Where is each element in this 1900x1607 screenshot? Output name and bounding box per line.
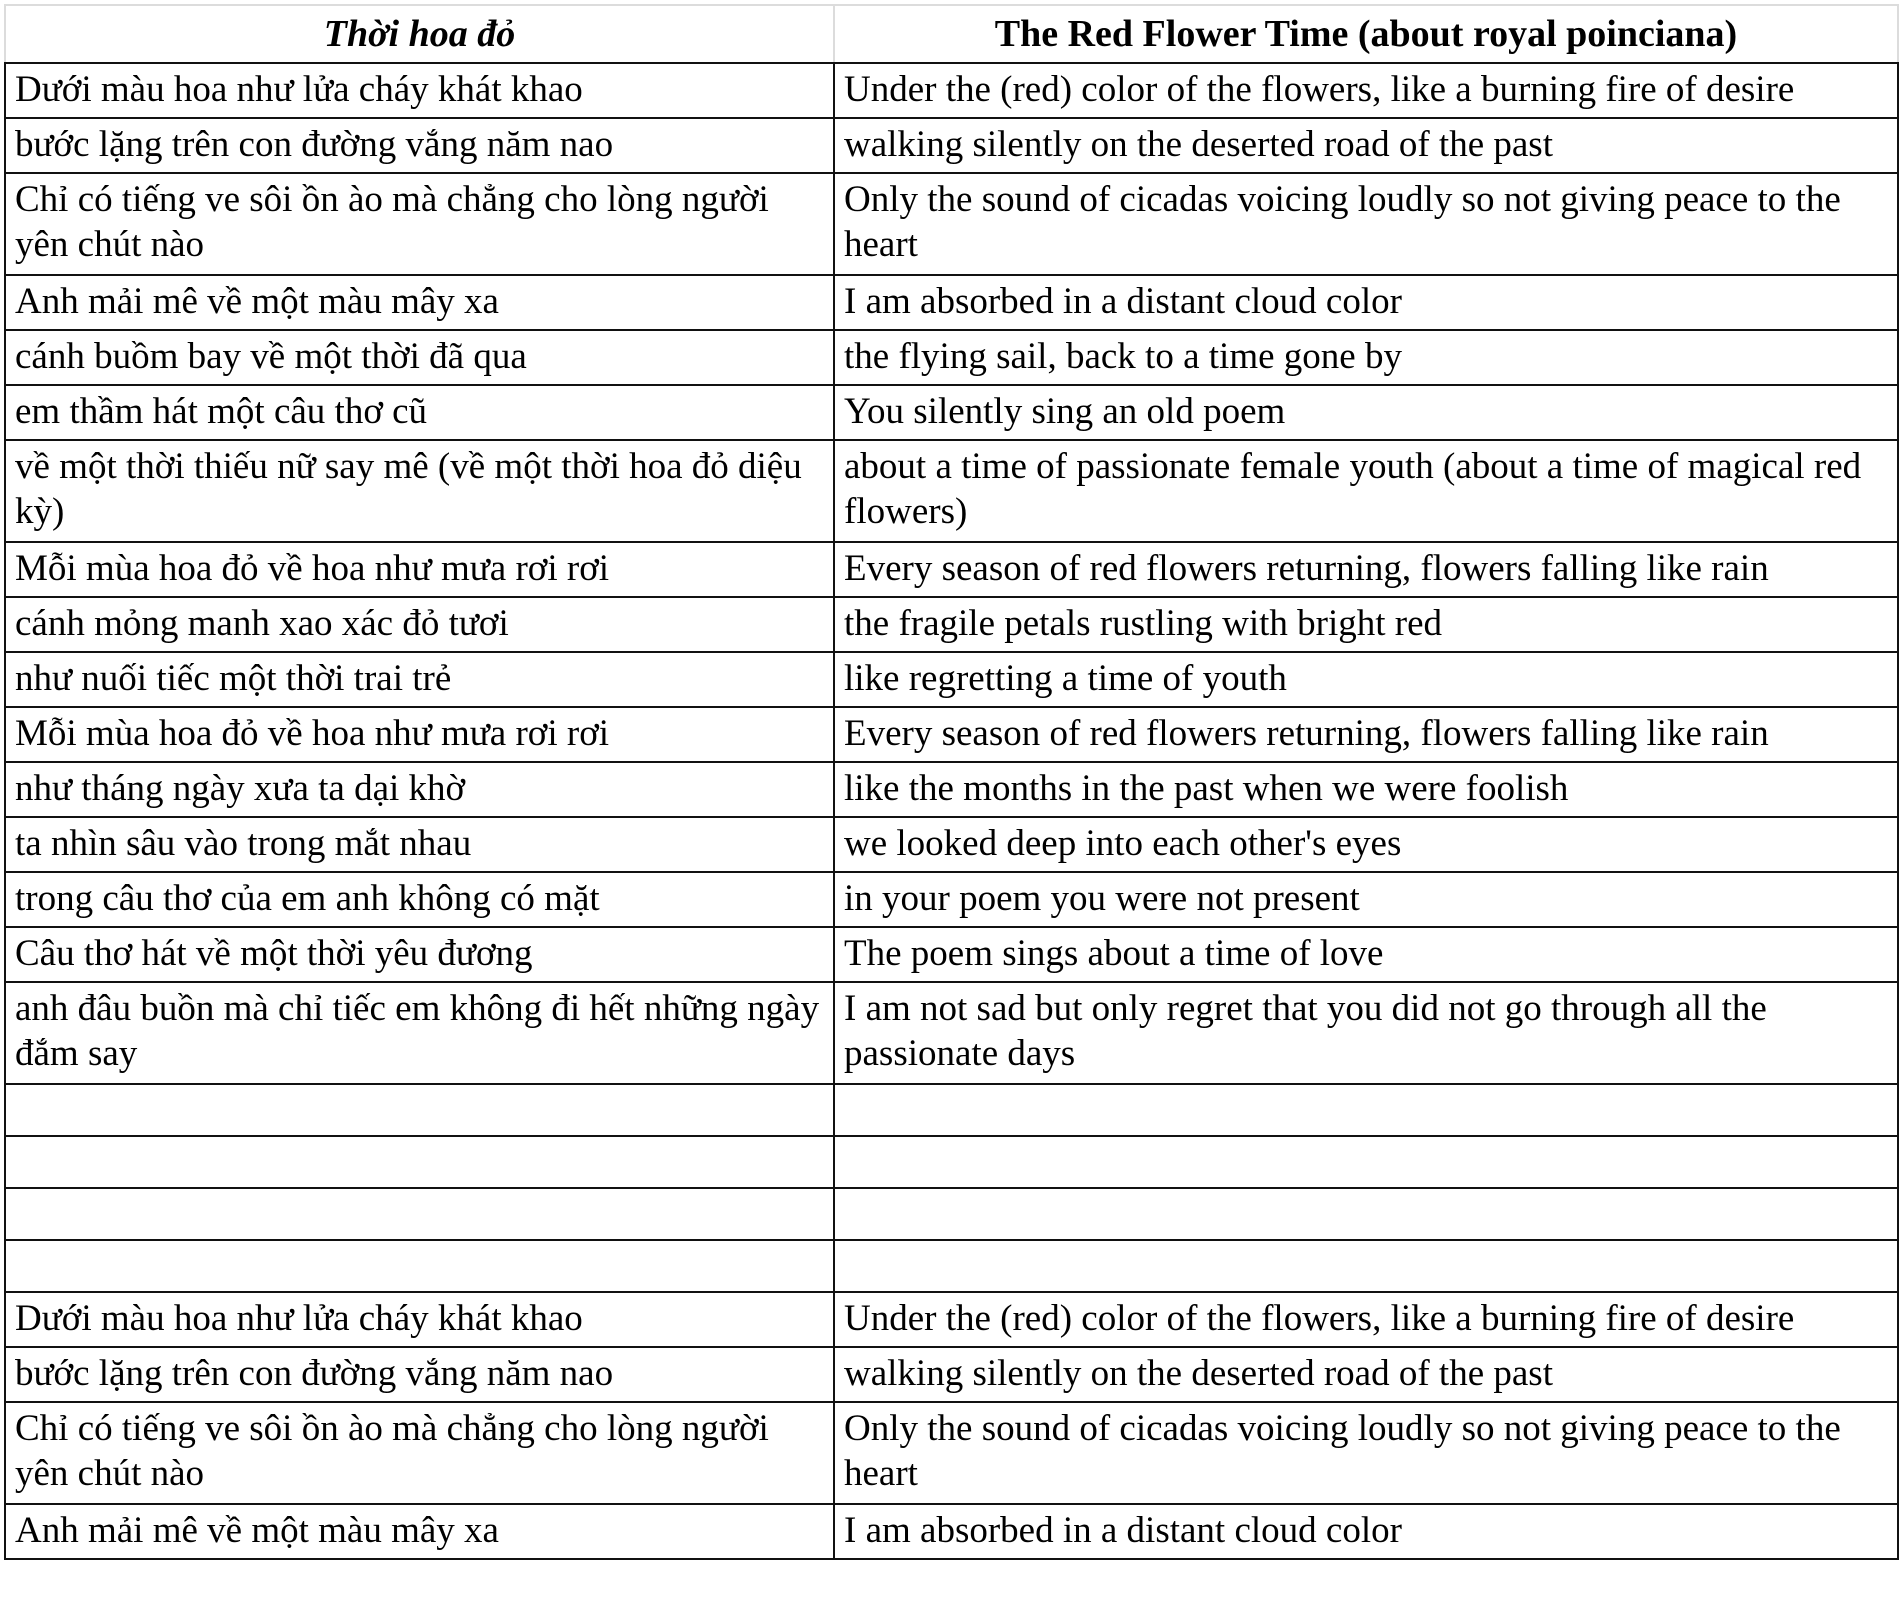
vietnamese-line-text: về một thời thiếu nữ say mê (về một thời hoa đỏ diệu kỳ) xyxy=(15,446,802,532)
cell-english[interactable] xyxy=(834,1292,1898,1347)
english-line-text: we looked deep into each other's eyes xyxy=(844,823,1402,864)
english-line-text: the flying sail, back to a time gone by xyxy=(844,336,1402,377)
table-row xyxy=(5,1347,1898,1402)
table-row xyxy=(5,440,1898,542)
vietnamese-line-text: như nuối tiếc một thời trai trẻ xyxy=(15,658,452,699)
cell-english[interactable] xyxy=(834,1240,1898,1292)
empty-row xyxy=(5,1084,1898,1136)
table-row xyxy=(5,1504,1898,1559)
english-line-text: about a time of passionate female youth (about a time of magical red flowers) xyxy=(844,446,1862,532)
cell-english[interactable] xyxy=(834,597,1898,652)
cell-english[interactable] xyxy=(834,707,1898,762)
cell-english[interactable] xyxy=(834,872,1898,927)
cell-english[interactable] xyxy=(834,1136,1898,1188)
table-row xyxy=(5,982,1898,1084)
vietnamese-line-text: Chỉ có tiếng ve sôi ồn ào mà chẳng cho lòng người yên chút nào xyxy=(15,179,769,265)
vietnamese-line-text: trong câu thơ của em anh không có mặt xyxy=(15,878,600,919)
cell-vietnamese[interactable] xyxy=(5,542,834,597)
cell-vietnamese[interactable] xyxy=(5,173,834,275)
empty-row xyxy=(5,1240,1898,1292)
table-row xyxy=(5,707,1898,762)
vietnamese-line-text: như tháng ngày xưa ta dại khờ xyxy=(15,768,466,809)
table-row xyxy=(5,762,1898,817)
cell-english[interactable] xyxy=(834,275,1898,330)
english-line-text: I am absorbed in a distant cloud color xyxy=(844,281,1402,322)
cell-english[interactable] xyxy=(834,385,1898,440)
vietnamese-line-text: Dưới màu hoa như lửa cháy khát khao xyxy=(15,1298,583,1339)
cell-vietnamese[interactable] xyxy=(5,275,834,330)
vietnamese-line-text: Dưới màu hoa như lửa cháy khát khao xyxy=(15,69,583,110)
cell-vietnamese[interactable] xyxy=(5,927,834,982)
english-line-text: walking silently on the deserted road of the past xyxy=(844,1353,1553,1394)
english-line-text: I am not sad but only regret that you did not go through all the passionate days xyxy=(844,988,1767,1074)
cell-english[interactable] xyxy=(834,1084,1898,1136)
cell-vietnamese[interactable] xyxy=(5,1402,834,1504)
cell-vietnamese[interactable] xyxy=(5,1240,834,1292)
english-line-text: Under the (red) color of the flowers, like a burning fire of desire xyxy=(844,69,1795,110)
table-row xyxy=(5,817,1898,872)
cell-english[interactable] xyxy=(834,927,1898,982)
table-row xyxy=(5,597,1898,652)
vietnamese-line-text: bước lặng trên con đường vắng năm nao xyxy=(15,124,614,165)
cell-vietnamese[interactable] xyxy=(5,652,834,707)
header-row xyxy=(5,5,1898,63)
empty-row xyxy=(5,1136,1898,1188)
cell-vietnamese[interactable] xyxy=(5,1084,834,1136)
table-row xyxy=(5,118,1898,173)
cell-vietnamese[interactable] xyxy=(5,597,834,652)
cell-english[interactable] xyxy=(834,542,1898,597)
cell-vietnamese[interactable] xyxy=(5,817,834,872)
cell-english[interactable] xyxy=(834,1402,1898,1504)
vietnamese-line-text: Câu thơ hát về một thời yêu đương xyxy=(15,933,533,974)
cell-english[interactable] xyxy=(834,63,1898,118)
cell-english[interactable] xyxy=(834,173,1898,275)
cell-english[interactable] xyxy=(834,652,1898,707)
cell-vietnamese[interactable] xyxy=(5,707,834,762)
cell-english[interactable] xyxy=(834,330,1898,385)
empty-row xyxy=(5,1188,1898,1240)
table-row xyxy=(5,330,1898,385)
cell-vietnamese[interactable] xyxy=(5,1292,834,1347)
english-line-text: Every season of red flowers returning, flowers falling like rain xyxy=(844,548,1769,589)
translation-table xyxy=(4,4,1899,1560)
table-row xyxy=(5,1402,1898,1504)
cell-vietnamese[interactable] xyxy=(5,762,834,817)
cell-vietnamese[interactable] xyxy=(5,118,834,173)
table-row xyxy=(5,173,1898,275)
vietnamese-line-text: Anh mải mê về một màu mây xa xyxy=(15,1510,499,1551)
vietnamese-line-text: cánh buồm bay về một thời đã qua xyxy=(15,336,527,377)
english-line-text: walking silently on the deserted road of the past xyxy=(844,124,1553,165)
vietnamese-line-text: em thầm hát một câu thơ cũ xyxy=(15,391,428,432)
table-row xyxy=(5,542,1898,597)
vietnamese-line-text: Chỉ có tiếng ve sôi ồn ào mà chẳng cho lòng người yên chút nào xyxy=(15,1408,769,1494)
english-line-text: like the months in the past when we were foolish xyxy=(844,768,1569,809)
cell-vietnamese[interactable] xyxy=(5,330,834,385)
english-line-text: I am absorbed in a distant cloud color xyxy=(844,1510,1402,1551)
english-line-text: like regretting a time of youth xyxy=(844,658,1287,699)
english-line-text: in your poem you were not present xyxy=(844,878,1360,919)
vietnamese-line-text: anh đâu buồn mà chỉ tiếc em không đi hết những ngày đắm say xyxy=(15,988,820,1074)
cell-english[interactable] xyxy=(834,1347,1898,1402)
english-line-text: The poem sings about a time of love xyxy=(844,933,1384,974)
cell-vietnamese[interactable] xyxy=(5,440,834,542)
english-line-text: Under the (red) color of the flowers, like a burning fire of desire xyxy=(844,1298,1795,1339)
table-row xyxy=(5,1292,1898,1347)
table-row xyxy=(5,872,1898,927)
cell-vietnamese[interactable] xyxy=(5,385,834,440)
cell-vietnamese[interactable] xyxy=(5,1504,834,1559)
vietnamese-line-text: Mỗi mùa hoa đỏ về hoa như mưa rơi rơi xyxy=(15,713,610,754)
cell-vietnamese[interactable] xyxy=(5,63,834,118)
vietnamese-line-text: Anh mải mê về một màu mây xa xyxy=(15,281,499,322)
cell-english[interactable] xyxy=(834,440,1898,542)
english-line-text: the fragile petals rustling with bright red xyxy=(844,603,1443,644)
table-row xyxy=(5,63,1898,118)
table-row xyxy=(5,275,1898,330)
cell-vietnamese[interactable] xyxy=(5,872,834,927)
cell-english[interactable] xyxy=(834,817,1898,872)
cell-english[interactable] xyxy=(834,1188,1898,1240)
cell-english[interactable] xyxy=(834,118,1898,173)
table-row xyxy=(5,385,1898,440)
header-vietnamese-title[interactable]: Thời hoa đỏ xyxy=(5,5,834,63)
english-line-text: Only the sound of cicadas voicing loudly so not giving peace to the heart xyxy=(844,1408,1841,1494)
vietnamese-line-text: bước lặng trên con đường vắng năm nao xyxy=(15,1353,614,1394)
vietnamese-line-text: cánh mỏng manh xao xác đỏ tươi xyxy=(15,603,509,644)
cell-vietnamese[interactable] xyxy=(5,982,834,1084)
table-row xyxy=(5,652,1898,707)
cell-vietnamese[interactable] xyxy=(5,1136,834,1188)
vietnamese-line-text: ta nhìn sâu vào trong mắt nhau xyxy=(15,823,472,864)
cell-vietnamese[interactable] xyxy=(5,1188,834,1240)
cell-english[interactable] xyxy=(834,982,1898,1084)
english-line-text: Only the sound of cicadas voicing loudly so not giving peace to the heart xyxy=(844,179,1841,265)
header-english-title[interactable]: The Red Flower Time (about royal poinciana) xyxy=(834,5,1898,63)
cell-english[interactable] xyxy=(834,762,1898,817)
english-line-text: Every season of red flowers returning, flowers falling like rain xyxy=(844,713,1769,754)
table-row xyxy=(5,927,1898,982)
table-body xyxy=(5,63,1898,1559)
english-line-text: You silently sing an old poem xyxy=(844,391,1286,432)
vietnamese-line-text: Mỗi mùa hoa đỏ về hoa như mưa rơi rơi xyxy=(15,548,610,589)
cell-vietnamese[interactable] xyxy=(5,1347,834,1402)
cell-english[interactable] xyxy=(834,1504,1898,1559)
